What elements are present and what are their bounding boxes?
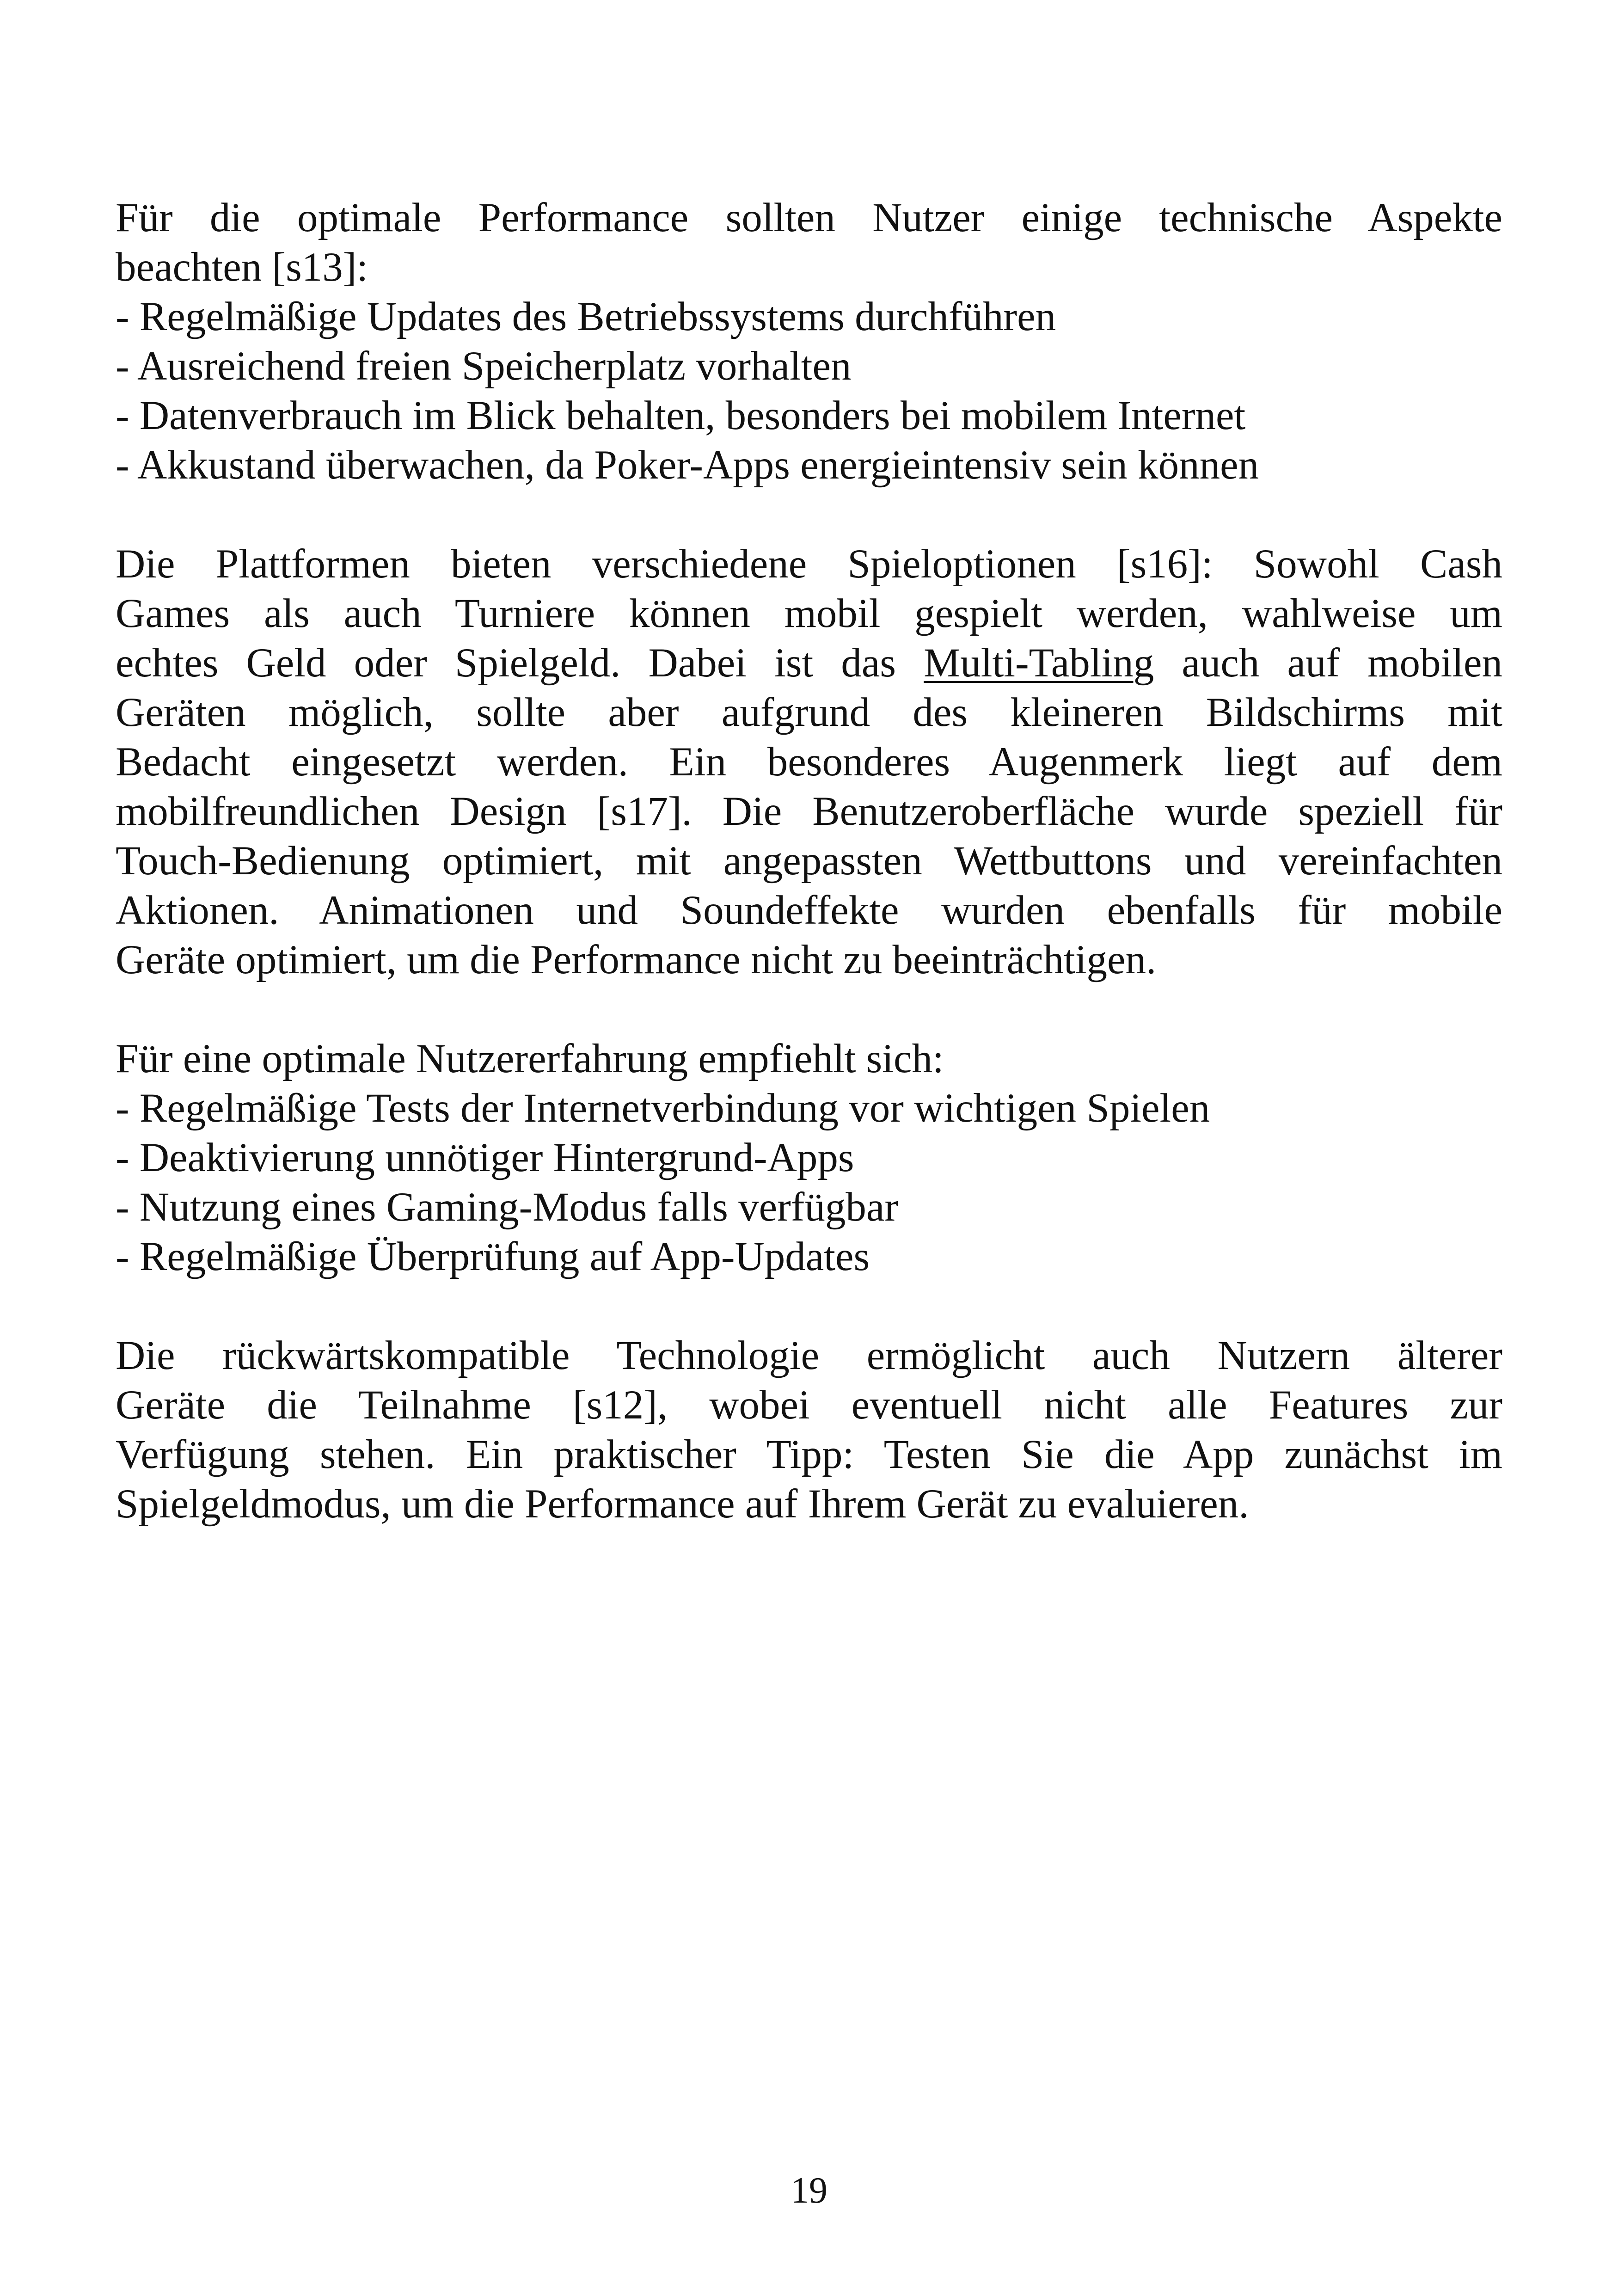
paragraph-spacer — [116, 985, 1502, 1034]
paragraph-line: Die rückwärtskompatible Technologie ermöglicht auch Nutzern älterer — [116, 1333, 1502, 1378]
list-item: - Ausreichend freien Speicherplatz vorhalten — [116, 344, 852, 389]
paragraph-backward-compatibility — [116, 1331, 1502, 1529]
paragraph-line: Verfügung stehen. Ein praktischer Tipp: Testen Sie die App zunächst im — [116, 1432, 1502, 1477]
paragraph-line: Die Plattformen bieten verschiedene Spieloptionen [s16]: Sowohl Cash — [116, 541, 1502, 587]
paragraph-line: Spielgeldmodus, um die Performance auf Ihrem Gerät zu evaluieren. — [116, 1481, 1249, 1527]
list-item: - Akkustand überwachen, da Poker-Apps energieintensiv sein können — [116, 442, 1259, 488]
paragraph-line: Aktionen. Animationen und Soundeffekte wurden ebenfalls für mobile — [116, 888, 1502, 933]
paragraph-line: Geräten möglich, sollte aber aufgrund des kleineren Bildschirms mit — [116, 690, 1502, 735]
paragraph-line: Für eine optimale Nutzererfahrung empfiehlt sich: — [116, 1036, 944, 1081]
paragraph-user-experience — [116, 1034, 1502, 1282]
multi-tabling-link[interactable]: Multi-Tabling — [924, 640, 1154, 686]
paragraph-line: Touch-Bedienung optimiert, mit angepassten Wettbuttons und vereinfachten — [116, 838, 1502, 884]
document-body — [116, 193, 1502, 1529]
paragraph-line: Geräte die Teilnahme [s12], wobei eventuell nicht alle Features zur — [116, 1382, 1502, 1428]
paragraph-game-options — [116, 540, 1502, 985]
line-text: echtes Geld oder Spielgeld. Dabei ist das — [116, 640, 924, 686]
list-item: - Deaktivierung unnötiger Hintergrund-Apps — [116, 1135, 854, 1180]
list-item: - Datenverbrauch im Blick behalten, besonders bei mobilem Internet — [116, 393, 1246, 438]
list-item: - Regelmäßige Tests der Internetverbindung vor wichtigen Spielen — [116, 1086, 1210, 1131]
list-item: - Regelmäßige Überprüfung auf App-Updates — [116, 1234, 870, 1279]
line-text: auch auf mobilen — [1154, 640, 1502, 686]
paragraph-line-with-link — [116, 638, 1502, 688]
paragraph-line: Geräte optimiert, um die Performance nicht zu beeinträchtigen. — [116, 937, 1157, 982]
paragraph-line: beachten [s13]: — [116, 245, 368, 290]
page-number: 19 — [791, 2170, 827, 2211]
paragraph-technical-aspects — [116, 193, 1502, 490]
paragraph-line: Games als auch Turniere können mobil gespielt werden, wahlweise um — [116, 591, 1502, 636]
paragraph-line: mobilfreundlichen Design [s17]. Die Benutzeroberfläche wurde speziell für — [116, 789, 1502, 834]
paragraph-line: Bedacht eingesetzt werden. Ein besonderes Augenmerk liegt auf dem — [116, 739, 1502, 785]
list-item: - Nutzung eines Gaming-Modus falls verfügbar — [116, 1185, 899, 1230]
paragraph-spacer — [116, 1282, 1502, 1331]
paragraph-spacer — [116, 490, 1502, 540]
paragraph-line: Für die optimale Performance sollten Nutzer einige technische Aspekte — [116, 195, 1502, 240]
list-item: - Regelmäßige Updates des Betriebssystems durchführen — [116, 294, 1056, 339]
